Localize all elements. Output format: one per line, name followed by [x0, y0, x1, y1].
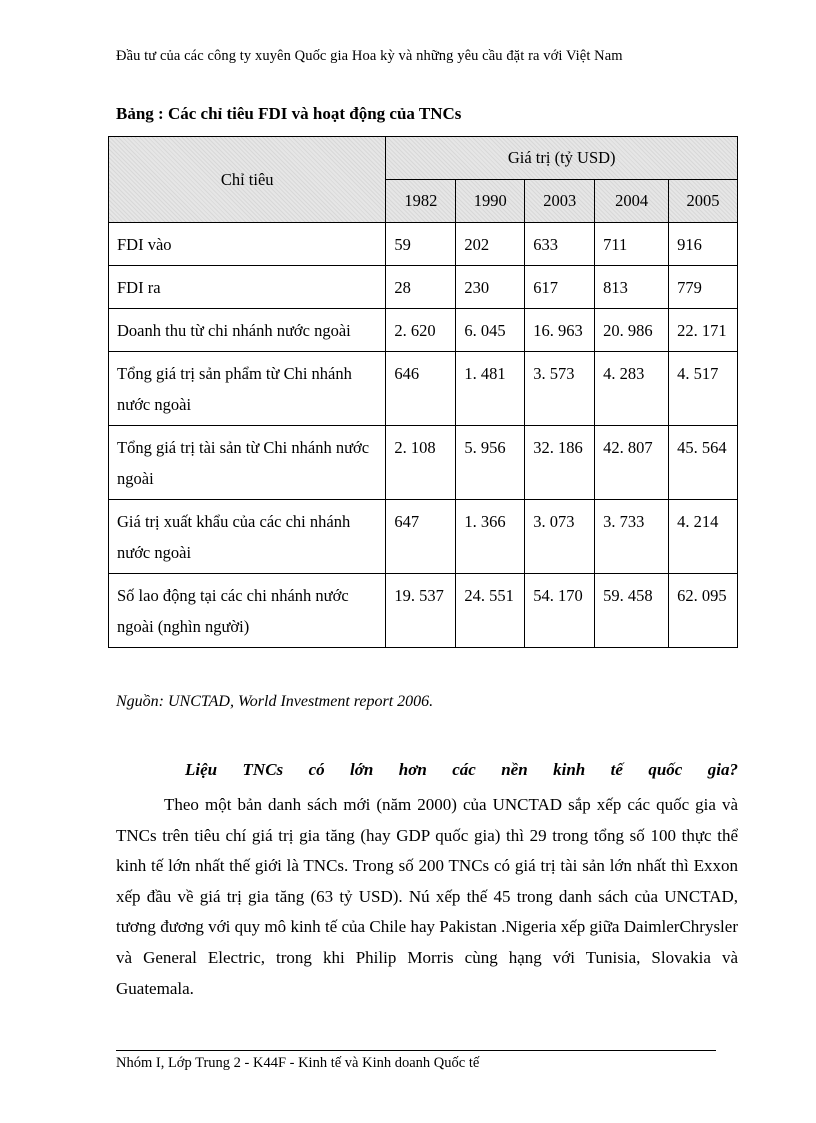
page-footer: Nhóm I, Lớp Trung 2 - K44F - Kinh tế và Kinh doanh Quốc tế — [116, 1055, 480, 1071]
year-header: 2005 — [669, 180, 738, 223]
value-cell: 4. 283 — [595, 352, 669, 426]
value-cell: 3. 073 — [525, 500, 595, 574]
body-paragraph: Theo một bản danh sách mới (năm 2000) của UNCTAD sắp xếp các quốc gia và TNCs trên tiêu chí giá trị gia tăng (hay GDP quốc gia) thì 29 trong tổng số 100 thực thể kinh tế lớn nhất thế giới là TNCs. Trong số 200 TNCs có giá trị tài sản lớn nhất thì Exxon xếp đầu về giá trị gia tăng (63 tỷ USD). Nú xếp thế 45 trong danh sách của UNCTAD, tương đương với quy mô kinh tế của Chile hay Pakistan .Nigeria xếp giữa DaimlerChrysler và General Electric, trong khi Philip Morris cùng hạng với Tunisia, Slovakia và Guatemala. — [116, 795, 738, 998]
page-header: Đầu tư của các công ty xuyên Quốc gia Hoa kỳ và những yêu cầu đặt ra với Việt Nam — [116, 48, 623, 64]
column-group-header: Giá trị (tỷ USD) — [386, 137, 738, 180]
source-note: Nguồn: UNCTAD, World Investment report 2006. — [116, 693, 434, 710]
year-header: 2004 — [595, 180, 669, 223]
year-header: 1982 — [386, 180, 456, 223]
year-header: 2003 — [525, 180, 595, 223]
value-cell: 2. 620 — [386, 309, 456, 352]
table-header-row — [109, 137, 738, 180]
value-cell: 633 — [525, 223, 595, 266]
value-cell: 646 — [386, 352, 456, 426]
value-cell: 19. 537 — [386, 574, 456, 648]
value-cell: 3. 573 — [525, 352, 595, 426]
value-cell: 22. 171 — [669, 309, 738, 352]
year-header: 1990 — [456, 180, 525, 223]
value-cell: 6. 045 — [456, 309, 525, 352]
value-cell: 813 — [595, 266, 669, 309]
section-heading: Liệu TNCs có lớn hơn các nền kinh tế quốc gia? — [185, 760, 738, 779]
value-cell: 2. 108 — [386, 426, 456, 500]
row-label: Giá trị xuất khẩu của các chi nhánh nước ngoài — [109, 500, 386, 574]
table-row — [109, 426, 738, 500]
value-cell: 916 — [669, 223, 738, 266]
value-cell: 32. 186 — [525, 426, 595, 500]
row-label: FDI vào — [109, 223, 386, 266]
value-cell: 5. 956 — [456, 426, 525, 500]
value-cell: 20. 986 — [595, 309, 669, 352]
value-cell: 711 — [595, 223, 669, 266]
row-label: Số lao động tại các chi nhánh nước ngoài (nghìn người) — [109, 574, 386, 648]
table-row — [109, 352, 738, 426]
fdi-table — [108, 136, 738, 648]
footer-divider — [116, 1050, 716, 1051]
row-label: Tổng giá trị sản phẩm từ Chi nhánh nước ngoài — [109, 352, 386, 426]
value-cell: 779 — [669, 266, 738, 309]
value-cell: 617 — [525, 266, 595, 309]
table-row — [109, 574, 738, 648]
value-cell: 45. 564 — [669, 426, 738, 500]
table-row — [109, 266, 738, 309]
value-cell: 202 — [456, 223, 525, 266]
table-row — [109, 309, 738, 352]
value-cell: 16. 963 — [525, 309, 595, 352]
value-cell: 647 — [386, 500, 456, 574]
value-cell: 42. 807 — [595, 426, 669, 500]
row-label: Doanh thu từ chi nhánh nước ngoài — [109, 309, 386, 352]
table-title: Bảng : Các chỉ tiêu FDI và hoạt động của TNCs — [116, 104, 462, 123]
row-label: FDI ra — [109, 266, 386, 309]
table-row — [109, 223, 738, 266]
value-cell: 3. 733 — [595, 500, 669, 574]
table-row — [109, 500, 738, 574]
value-cell: 54. 170 — [525, 574, 595, 648]
column-header-indicator: Chỉ tiêu — [109, 137, 386, 223]
row-label: Tổng giá trị tài sản từ Chi nhánh nước ngoài — [109, 426, 386, 500]
value-cell: 1. 366 — [456, 500, 525, 574]
value-cell: 4. 517 — [669, 352, 738, 426]
value-cell: 1. 481 — [456, 352, 525, 426]
value-cell: 24. 551 — [456, 574, 525, 648]
value-cell: 230 — [456, 266, 525, 309]
value-cell: 28 — [386, 266, 456, 309]
value-cell: 62. 095 — [669, 574, 738, 648]
value-cell: 4. 214 — [669, 500, 738, 574]
value-cell: 59 — [386, 223, 456, 266]
value-cell: 59. 458 — [595, 574, 669, 648]
